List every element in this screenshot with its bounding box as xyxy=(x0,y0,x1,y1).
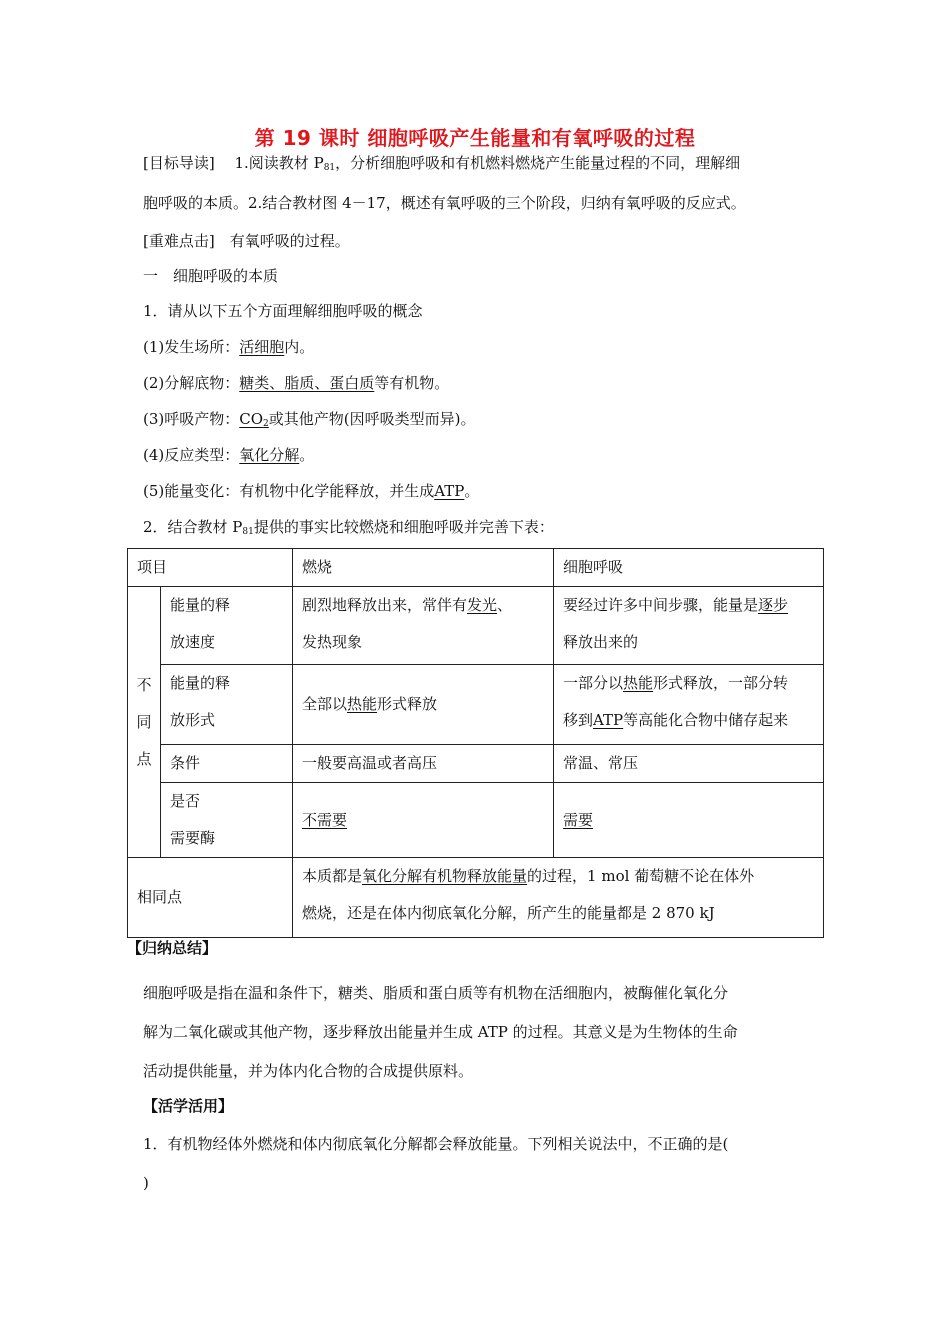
table-row xyxy=(128,587,824,665)
page-title: 第 19 课时 细胞呼吸产生能量和有氧呼吸的过程 xyxy=(254,126,696,150)
answer-blank xyxy=(239,410,269,428)
practice-tag: 【活学活用】 xyxy=(143,1097,234,1115)
question-1: 1．请从以下五个方面理解细胞呼吸的概念 xyxy=(143,302,423,320)
cell-text: 、 xyxy=(497,596,513,614)
header-resp: 细胞呼吸 xyxy=(554,549,824,587)
cell-resp: 常温、常压 xyxy=(554,745,824,783)
row-label-line: 能量的释 xyxy=(170,674,231,692)
row-label: 条件 xyxy=(161,745,293,783)
row-label-line: 放速度 xyxy=(170,633,216,651)
formula: CO xyxy=(239,410,264,428)
answer-blank: 不需要 xyxy=(302,810,348,829)
answer-blank: ATP xyxy=(434,482,465,500)
cell-text: 要经过许多中间步骤，能量是 xyxy=(563,596,759,614)
answer-blank: 发光 xyxy=(467,596,498,614)
cell-text: 的过程，1 mol 葡萄糖不论在体外 xyxy=(527,867,755,885)
goal-line-2: 胞呼吸的本质。2.结合教材图 4－17，概述有氧呼吸的三个阶段，归纳有氧呼吸的反应式。 xyxy=(143,194,746,212)
table-row xyxy=(128,783,824,858)
list-item xyxy=(143,373,449,393)
diff-char: 同 xyxy=(136,712,152,731)
cell-text: 释放出来的 xyxy=(563,633,639,651)
cell-text: 本质都是 xyxy=(302,867,363,885)
answer-blank: 活细胞 xyxy=(239,338,285,356)
answer-blank: 热能 xyxy=(347,695,378,713)
list-item xyxy=(143,481,479,501)
cell-resp xyxy=(554,783,824,858)
cell-burn xyxy=(293,783,554,858)
answer-blank: 需要 xyxy=(563,810,594,829)
header-item: 项目 xyxy=(128,549,293,587)
cell-text: 剧烈地释放出来，常伴有 xyxy=(302,596,468,614)
diff-char: 不 xyxy=(136,675,152,694)
list-item xyxy=(143,337,314,357)
cell-text: 一部分以 xyxy=(563,674,624,692)
summary-tag: 【归纳总结】 xyxy=(127,939,218,957)
item-label: (5)能量变化：有机物中化学能释放，并生成 xyxy=(143,482,435,500)
summary-line-1: 细胞呼吸是指在温和条件下，糖类、脂质和蛋白质等有机物在活细胞内，被酶催化氧化分 xyxy=(143,984,729,1002)
item-label: (4)反应类型： xyxy=(143,446,240,464)
cell-resp xyxy=(554,587,824,665)
key-points-line xyxy=(143,231,350,251)
table-row xyxy=(128,665,824,745)
goal-line-1 xyxy=(143,153,740,173)
answer-blank: 糖类、脂质、蛋白质 xyxy=(239,374,375,392)
row-label xyxy=(161,587,293,665)
q2-text-a: 2．结合教材 P xyxy=(143,518,243,536)
row-label xyxy=(161,783,293,858)
goal-text-1b: ，分析细胞呼吸和有机燃料燃烧产生能量过程的不同，理解细 xyxy=(335,154,741,172)
goal-text-1a: 1.阅读教材 P xyxy=(234,154,324,172)
answer-blank: ATP xyxy=(593,711,624,729)
row-label: 相同点 xyxy=(128,858,293,938)
comparison-table xyxy=(127,548,824,938)
page-ref-sub: 81 xyxy=(242,527,254,537)
item-label: (1)发生场所： xyxy=(143,338,240,356)
cell-text: 全部以 xyxy=(302,695,348,713)
item-text: 。 xyxy=(299,446,315,464)
cell-burn: 一般要高温或者高压 xyxy=(293,745,554,783)
table-row xyxy=(128,745,824,783)
item-label: (2)分解底物： xyxy=(143,374,240,392)
practice-question-1: 1．有机物经体外燃烧和体内彻底氧化分解都会释放能量。下列相关说法中，不正确的是( xyxy=(143,1135,729,1153)
cell-text: 等高能化合物中储存起来 xyxy=(623,711,789,729)
cell-text: 移到 xyxy=(563,711,594,729)
summary-line-3: 活动提供能量，并为体内化合物的合成提供原料。 xyxy=(143,1062,474,1080)
formula-sub: 2 xyxy=(263,419,269,429)
row-label-line: 需要酶 xyxy=(170,829,216,847)
cell-burn xyxy=(293,665,554,745)
item-text: 或其他产物(因呼吸类型而异)。 xyxy=(268,410,476,428)
row-label-line: 放形式 xyxy=(170,711,216,729)
item-text: 。 xyxy=(464,482,480,500)
key-text: 有氧呼吸的过程。 xyxy=(229,232,350,250)
goal-tag: [目标导读] xyxy=(143,154,215,172)
section-heading: 一 细胞呼吸的本质 xyxy=(143,267,279,285)
row-label-line: 能量的释 xyxy=(170,596,231,614)
row-label xyxy=(161,665,293,745)
cell-text: 形式释放 xyxy=(377,695,438,713)
item-label: (3)呼吸产物： xyxy=(143,410,240,428)
list-item xyxy=(143,409,475,429)
cell-text: 燃烧，还是在体内彻底氧化分解，所产生的能量都是 2 870 kJ xyxy=(302,904,715,922)
cell-burn xyxy=(293,587,554,665)
diff-label xyxy=(128,587,161,858)
page-ref-sub: 81 xyxy=(323,163,336,173)
answer-blank: 逐步 xyxy=(758,596,789,614)
question-2 xyxy=(143,517,554,537)
list-item xyxy=(143,445,314,465)
item-text: 等有机物。 xyxy=(374,374,450,392)
practice-question-1-close: ) xyxy=(143,1174,149,1192)
header-burn: 燃烧 xyxy=(293,549,554,587)
summary-line-2: 解为二氧化碳或其他产物，逐步释放出能量并生成 ATP 的过程。其意义是为生物体的生命 xyxy=(143,1023,738,1041)
answer-blank: 氧化分解有机物释放能量 xyxy=(362,867,528,885)
item-text: 内。 xyxy=(284,338,315,356)
table-row xyxy=(128,549,824,587)
answer-blank: 热能 xyxy=(623,674,654,692)
cell-resp xyxy=(554,665,824,745)
q2-text-b: 提供的事实比较燃烧和细胞呼吸并完善下表： xyxy=(253,518,554,536)
table-row xyxy=(128,858,824,938)
key-tag: [重难点击] xyxy=(143,232,215,250)
row-label-line: 是否 xyxy=(170,792,201,810)
answer-blank: 氧化分解 xyxy=(239,446,300,464)
cell-text: 形式释放，一部分转 xyxy=(653,674,789,692)
cell-text: 发热现象 xyxy=(302,633,363,651)
cell-same xyxy=(293,858,824,938)
diff-char: 点 xyxy=(136,749,152,768)
